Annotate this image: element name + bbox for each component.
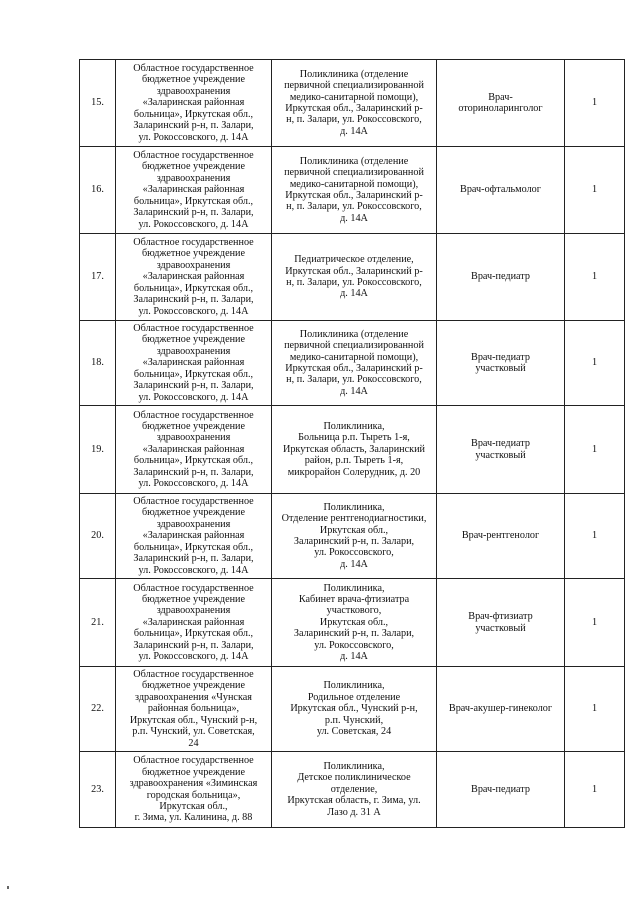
position-cell-line: Врач-акушер-гинеколог bbox=[448, 703, 553, 715]
organization-cell-line: бюджетное учреждение bbox=[141, 766, 246, 778]
department-cell-line: Иркутская обл., Заларинский р- bbox=[285, 190, 423, 201]
position-cell bbox=[437, 321, 565, 406]
organization-cell-line: бюджетное учреждение bbox=[141, 420, 246, 432]
row-number: 16. bbox=[80, 147, 116, 234]
department-cell-line: д. 14А bbox=[340, 125, 368, 137]
organization-cell-line: здравоохранения bbox=[156, 432, 231, 444]
position-cell-line: участковый bbox=[475, 449, 526, 461]
department-cell-line: район, р.п. Тыреть 1-я, bbox=[304, 455, 404, 467]
organization-cell-line: «Заларинская районная bbox=[142, 184, 245, 196]
organization-cell-line: районная больница», bbox=[147, 703, 240, 715]
organization-cell-line: г. Зима, ул. Калинина, д. 88 bbox=[134, 812, 253, 824]
organization-cell-line: бюджетное учреждение bbox=[141, 593, 246, 605]
department-cell-line: н, п. Залари, ул. Рокоссовского, bbox=[286, 114, 422, 126]
organization-cell-line: больница», Иркутская обл., bbox=[133, 108, 254, 120]
table-row bbox=[80, 667, 625, 752]
organization-cell-line: Заларинский р-н, п. Залари, bbox=[133, 380, 254, 392]
organization-cell-line: 24 bbox=[188, 737, 199, 749]
department-cell-line: Иркутская область, Заларинский bbox=[282, 443, 426, 455]
department-cell-line: отделение, bbox=[330, 783, 378, 795]
row-number: 15. bbox=[80, 60, 116, 147]
organization-cell bbox=[116, 494, 272, 579]
organization-cell-line: «Заларинская районная bbox=[142, 271, 245, 283]
organization-cell-line: «Заларинская районная bbox=[142, 97, 245, 109]
position-cell-line: Врач-педиатр bbox=[471, 783, 530, 795]
organization-cell-line: Заларинский р-н, п. Залари, bbox=[133, 294, 254, 306]
organization-cell-line: бюджетное учреждение bbox=[141, 248, 246, 260]
organization-cell-line: Областное государственное bbox=[133, 669, 254, 681]
organization-cell-line: Заларинский р-н, п. Залари, bbox=[133, 639, 254, 651]
department-cell-line: н, п. Залари, ул. Рокоссовского, bbox=[286, 277, 422, 288]
organization-cell-line: Областное государственное bbox=[133, 582, 254, 594]
organization-cell bbox=[116, 60, 272, 147]
department-cell-line: Поликлиника, bbox=[323, 501, 385, 513]
position-cell bbox=[437, 494, 565, 579]
department-cell-line: Заларинский р-н, п. Залари, bbox=[293, 536, 415, 547]
vacancy-count: 1 bbox=[565, 579, 625, 667]
position-cell bbox=[437, 234, 565, 321]
organization-cell-line: «Заларинская районная bbox=[142, 616, 245, 628]
organization-cell-line: «Заларинская районная bbox=[142, 443, 245, 455]
organization-cell-line: Областное государственное bbox=[133, 323, 254, 335]
department-cell-line: участкового, bbox=[326, 605, 382, 617]
department-cell-line: Поликлиника, bbox=[323, 680, 385, 692]
department-cell-line: первичной специализированной bbox=[284, 340, 424, 352]
organization-cell-line: ул. Рокоссовского, д. 14А bbox=[138, 218, 249, 230]
department-cell-line: н, п. Залари, ул. Рокоссовского, bbox=[286, 374, 422, 386]
table-row bbox=[80, 234, 625, 321]
position-cell-line: участковый bbox=[475, 622, 526, 634]
organization-cell-line: здравоохранения bbox=[156, 259, 231, 271]
row-number: 17. bbox=[80, 234, 116, 321]
position-cell-line: участковый bbox=[475, 363, 526, 374]
organization-cell-line: здравоохранения bbox=[156, 172, 231, 184]
department-cell-line: Поликлиника (отделение bbox=[299, 155, 409, 167]
organization-cell-line: здравоохранения «Чунская bbox=[135, 691, 252, 703]
organization-cell-line: здравоохранения «Зиминская bbox=[129, 778, 258, 790]
department-cell bbox=[272, 406, 437, 494]
row-number: 22. bbox=[80, 667, 116, 752]
organization-cell-line: больница», Иркутская обл., bbox=[133, 455, 254, 467]
department-cell-line: д. 14А bbox=[340, 385, 368, 397]
vacancy-table bbox=[79, 59, 625, 828]
department-cell-line: н, п. Залари, ул. Рокоссовского, bbox=[286, 201, 422, 213]
department-cell bbox=[272, 234, 437, 321]
department-cell-line: Поликлиника (отделение bbox=[299, 328, 409, 340]
organization-cell bbox=[116, 752, 272, 828]
department-cell-line: ул. Советская, 24 bbox=[316, 726, 392, 738]
organization-cell-line: ул. Рокоссовского, д. 14А bbox=[138, 651, 249, 663]
position-cell-line: Врач-педиатр bbox=[471, 438, 530, 450]
department-cell bbox=[272, 60, 437, 147]
position-cell-line: Врач-офтальмолог bbox=[460, 184, 541, 196]
position-cell-line: Врач-фтизиатр bbox=[468, 611, 533, 623]
organization-cell-line: здравоохранения bbox=[156, 518, 231, 530]
department-cell-line: Иркутская обл., Заларинский р- bbox=[285, 103, 423, 114]
scan-mark bbox=[7, 886, 9, 889]
organization-cell-line: здравоохранения bbox=[156, 85, 231, 97]
organization-cell bbox=[116, 667, 272, 752]
organization-cell-line: ул. Рокоссовского, д. 14А bbox=[138, 391, 249, 403]
position-cell-line: Врач-рентгенолог bbox=[461, 530, 540, 542]
vacancy-count: 1 bbox=[565, 752, 625, 828]
organization-cell-line: Иркутская обл., Чунский р-н, bbox=[129, 714, 258, 726]
department-cell-line: первичной специализированной bbox=[284, 167, 424, 179]
organization-cell-line: больница», Иркутская обл., bbox=[133, 368, 254, 380]
department-cell-line: первичной специализированной bbox=[284, 80, 424, 92]
organization-cell bbox=[116, 579, 272, 667]
organization-cell-line: больница», Иркутская обл., bbox=[133, 628, 254, 640]
department-cell-line: Иркутская обл., Заларинский р- bbox=[285, 265, 423, 277]
table-row bbox=[80, 752, 625, 828]
organization-cell-line: Заларинский р-н, п. Залари, bbox=[133, 207, 254, 219]
table-row bbox=[80, 406, 625, 494]
organization-cell-line: Областное государственное bbox=[133, 237, 254, 249]
department-cell-line: д. 14А bbox=[340, 651, 368, 663]
department-cell-line: Иркутская обл., bbox=[319, 524, 389, 536]
department-cell-line: Иркутская обл., Чунский р-н, bbox=[290, 703, 418, 715]
position-cell-line: Врач- bbox=[488, 91, 513, 103]
organization-cell-line: бюджетное учреждение bbox=[141, 334, 246, 346]
organization-cell-line: Областное государственное bbox=[133, 755, 254, 767]
department-cell-line: Иркутская обл., Заларинский р- bbox=[285, 363, 423, 374]
organization-cell-line: Областное государственное bbox=[133, 409, 254, 421]
row-number: 20. bbox=[80, 494, 116, 579]
department-cell-line: Больница р.п. Тыреть 1-я, bbox=[298, 432, 410, 444]
department-cell-line: Педиатрическое отделение, bbox=[294, 254, 414, 266]
department-cell-line: Поликлиника, bbox=[323, 582, 385, 594]
table-row bbox=[80, 147, 625, 234]
department-cell-line: Кабинет врача-фтизиатра bbox=[298, 593, 410, 605]
table-row bbox=[80, 60, 625, 147]
position-cell-line: оториноларинголог bbox=[458, 103, 543, 114]
organization-cell-line: Заларинский р-н, п. Залари, bbox=[133, 466, 254, 478]
position-cell bbox=[437, 579, 565, 667]
department-cell-line: д. 14А bbox=[340, 558, 368, 570]
organization-cell-line: Заларинский р-н, п. Залари, bbox=[133, 120, 254, 132]
organization-cell-line: бюджетное учреждение bbox=[141, 74, 246, 86]
department-cell-line: д. 14А bbox=[340, 212, 368, 224]
vacancy-count: 1 bbox=[565, 494, 625, 579]
row-number: 23. bbox=[80, 752, 116, 828]
position-cell-line: Врач-педиатр bbox=[471, 271, 530, 283]
vacancy-count: 1 bbox=[565, 667, 625, 752]
row-number: 18. bbox=[80, 321, 116, 406]
table-row bbox=[80, 494, 625, 579]
organization-cell-line: «Заларинская районная bbox=[142, 357, 245, 369]
department-cell-line: Иркутская обл., bbox=[319, 616, 389, 628]
department-cell-line: р.п. Чунский, bbox=[324, 714, 384, 726]
organization-cell-line: Иркутская обл., bbox=[159, 800, 228, 812]
department-cell-line: ул. Рокоссовского, bbox=[314, 639, 394, 651]
department-cell bbox=[272, 579, 437, 667]
vacancy-count: 1 bbox=[565, 147, 625, 234]
organization-cell-line: больница», Иркутская обл., bbox=[133, 282, 254, 294]
position-cell bbox=[437, 406, 565, 494]
position-cell-line: Врач-педиатр bbox=[471, 351, 530, 363]
vacancy-count: 1 bbox=[565, 406, 625, 494]
organization-cell-line: больница», Иркутская обл., bbox=[133, 195, 254, 207]
organization-cell-line: Областное государственное bbox=[133, 150, 254, 162]
organization-cell bbox=[116, 234, 272, 321]
organization-cell bbox=[116, 147, 272, 234]
department-cell-line: медико-санитарной помощи), bbox=[289, 91, 419, 103]
row-number: 19. bbox=[80, 406, 116, 494]
department-cell-line: медико-санитарной помощи), bbox=[289, 351, 419, 363]
organization-cell bbox=[116, 321, 272, 406]
organization-cell-line: Областное государственное bbox=[133, 63, 254, 75]
row-number: 21. bbox=[80, 579, 116, 667]
department-cell bbox=[272, 667, 437, 752]
organization-cell-line: ул. Рокоссовского, д. 14А bbox=[138, 131, 249, 143]
department-cell-line: Поликлиника, bbox=[323, 760, 385, 772]
table-body bbox=[80, 60, 625, 828]
department-cell-line: Поликлиника (отделение bbox=[299, 68, 409, 80]
organization-cell-line: Заларинский р-н, п. Залари, bbox=[133, 553, 254, 565]
department-cell-line: микрорайон Солерудник, д. 20 bbox=[287, 466, 421, 478]
organization-cell-line: городская больница», bbox=[146, 789, 241, 801]
table-row bbox=[80, 579, 625, 667]
department-cell bbox=[272, 321, 437, 406]
organization-cell-line: «Заларинская районная bbox=[142, 530, 245, 542]
department-cell bbox=[272, 147, 437, 234]
position-cell bbox=[437, 60, 565, 147]
organization-cell-line: бюджетное учреждение bbox=[141, 507, 246, 519]
vacancy-count: 1 bbox=[565, 321, 625, 406]
department-cell bbox=[272, 752, 437, 828]
organization-cell-line: здравоохранения bbox=[156, 605, 231, 617]
department-cell-line: Детское поликлиническое bbox=[297, 772, 411, 784]
department-cell-line: д. 14А bbox=[340, 288, 368, 300]
position-cell bbox=[437, 147, 565, 234]
position-cell bbox=[437, 667, 565, 752]
organization-cell-line: здравоохранения bbox=[156, 345, 231, 357]
position-cell bbox=[437, 752, 565, 828]
organization-cell-line: р.п. Чунский, ул. Советская, bbox=[132, 726, 255, 738]
organization-cell bbox=[116, 406, 272, 494]
organization-cell-line: ул. Рокоссовского, д. 14А bbox=[138, 305, 249, 317]
organization-cell-line: ул. Рокоссовского, д. 14А bbox=[138, 478, 249, 490]
organization-cell-line: бюджетное учреждение bbox=[141, 161, 246, 173]
vacancy-count: 1 bbox=[565, 234, 625, 321]
department-cell-line: Поликлиника, bbox=[323, 420, 385, 432]
table-row bbox=[80, 321, 625, 406]
department-cell-line: ул. Рокоссовского, bbox=[314, 547, 394, 559]
department-cell-line: медико-санитарной помощи), bbox=[289, 178, 419, 190]
department-cell-line: Иркутская область, г. Зима, ул. bbox=[287, 795, 421, 807]
organization-cell-line: Областное государственное bbox=[133, 496, 254, 508]
department-cell-line: Лазо д. 31 А bbox=[327, 806, 381, 818]
organization-cell-line: бюджетное учреждение bbox=[141, 680, 246, 692]
organization-cell-line: ул. Рокоссовского, д. 14А bbox=[138, 564, 249, 576]
department-cell-line: Заларинский р-н, п. Залари, bbox=[293, 628, 415, 640]
vacancy-count: 1 bbox=[565, 60, 625, 147]
organization-cell-line: больница», Иркутская обл., bbox=[133, 541, 254, 553]
department-cell-line: Отделение рентгенодиагностики, bbox=[281, 513, 427, 525]
department-cell-line: Родильное отделение bbox=[307, 691, 401, 703]
department-cell bbox=[272, 494, 437, 579]
